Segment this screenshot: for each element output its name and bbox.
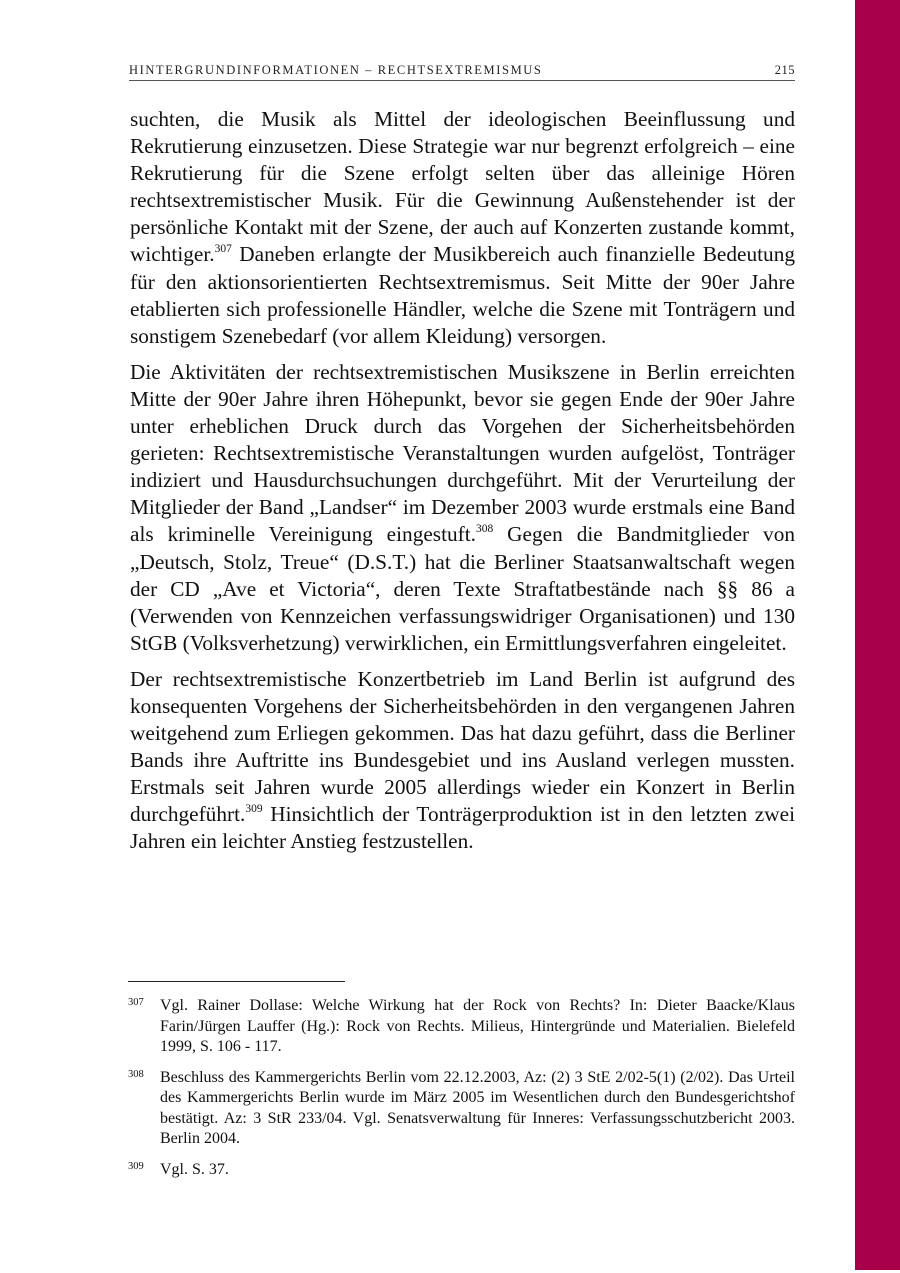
footnote-number: 309 — [128, 1160, 144, 1172]
body-text — [130, 106, 795, 865]
footnote-separator — [128, 981, 345, 982]
footnote-number: 308 — [128, 1068, 144, 1080]
page-number: 215 — [774, 63, 795, 77]
paragraph-3 — [130, 666, 795, 856]
paragraph-text: Die Aktivitäten der rechtsextremistischen Musikszene in Berlin erreichten Mitte der 90er Jahre ihren Höhepunkt, bevor sie gegen Ende der 90er Jahre unter erheblichen Druck durch das Vorgehen der Sicherheitsbehörden gerieten: Rechtsextremistische Veranstaltungen wurden aufgelöst, Tonträger indiziert und Hausdurchsuchungen durchgeführt. Mit der Verurteilung der Mitglieder der Band „Landser“ im Dezember 2003 wurde erstmals eine Band als kriminelle Vereinigung eingestuft. — [130, 359, 795, 547]
paragraph-2 — [130, 359, 795, 657]
footnotes — [128, 996, 795, 1190]
side-color-bar — [855, 0, 900, 1270]
footnote-307 — [128, 996, 795, 1058]
paragraph-1 — [130, 106, 795, 350]
paragraph-text: suchten, die Musik als Mittel der ideologischen Beeinflussung und Rekrutierung einzusetzen. Diese Strategie war nur begrenzt erfolgreich – eine Rekrutierung für die Szene erfolgt selten über das alleinige Hören rechtsextremistischer Musik. Für die Gewinnung Außenstehender ist der persönliche Kontakt mit der Szene, der auch auf Konzerten zustande kommt, wichtiger. — [130, 107, 795, 267]
footnote-309 — [128, 1160, 795, 1181]
footnote-text: Beschluss des Kammergerichts Berlin vom 22.12.2003, Az: (2) 3 StE 2/02-5(1) (2/02). Das Urteil des Kammergerichts Berlin wurde im März 2005 im Wesentlichen durch den Bundesgerichtshof bestätigt. Az: 3 StR 233/04. Vgl. Senatsverwaltung für Inneres: Verfassungsschutzbericht 2003. Berlin 2004. — [160, 1068, 795, 1147]
running-header — [129, 63, 795, 81]
paragraph-text: Hinsichtlich der Tonträgerproduktion ist in den letzten zwei Jahren ein leichter Anstieg festzustellen. — [130, 802, 795, 854]
paragraph-text: Daneben erlangte der Musikbereich auch finanzielle Bedeutung für den aktionsorientierten Rechtsextremismus. Seit Mitte der 90er Jahre etablierten sich professionelle Händler, welche die Szene mit Tonträgern und sonstigem Szenebedarf (vor allem Kleidung) versorgen. — [130, 242, 795, 348]
footnote-text: Vgl. Rainer Dollase: Welche Wirkung hat der Rock von Rechts? In: Dieter Baacke/Klaus Farin/Jürgen Lauffer (Hg.): Rock von Rechts. Milieus, Hintergründe und Materialien. Bielefeld 1999, S. 106 - 117. — [160, 997, 795, 1055]
footnote-ref-309[interactable]: 309 — [245, 803, 263, 816]
paragraph-text: Gegen die Bandmitglieder von „Deutsch, Stolz, Treue“ (D.S.T.) hat die Berliner Staatsanwaltschaft wegen der CD „Ave et Victoria“, deren Texte Straftatbestände nach §§ 86 a (Verwenden von Kennzeichen verfassungswidriger Organisationen) und 130 StGB (Volksverhetzung) verwirklichen, ein Ermittlungsverfahren eingeleitet. — [130, 522, 796, 655]
footnote-text: Vgl. S. 37. — [160, 1160, 229, 1178]
footnote-ref-308[interactable]: 308 — [476, 523, 494, 536]
footnote-number: 307 — [128, 997, 144, 1008]
footnote-ref-307[interactable]: 307 — [214, 243, 232, 256]
header-title: HINTERGRUNDINFORMATIONEN – RECHTSEXTREMISMUS — [129, 63, 543, 77]
paragraph-text: Der rechtsextremistische Konzertbetrieb im Land Berlin ist aufgrund des konsequenten Vorgehens der Sicherheitsbehörden in den vergangenen Jahren weitgehend zum Erliegen gekommen. Das hat dazu geführt, dass die Berliner Bands ihre Auftritte ins Bundesgebiet und ins Ausland verlegen mussten. Erstmals seit Jahren wurde 2005 allerdings wieder ein Konzert in Berlin durchgeführt. — [130, 666, 795, 827]
footnote-308 — [128, 1068, 795, 1150]
